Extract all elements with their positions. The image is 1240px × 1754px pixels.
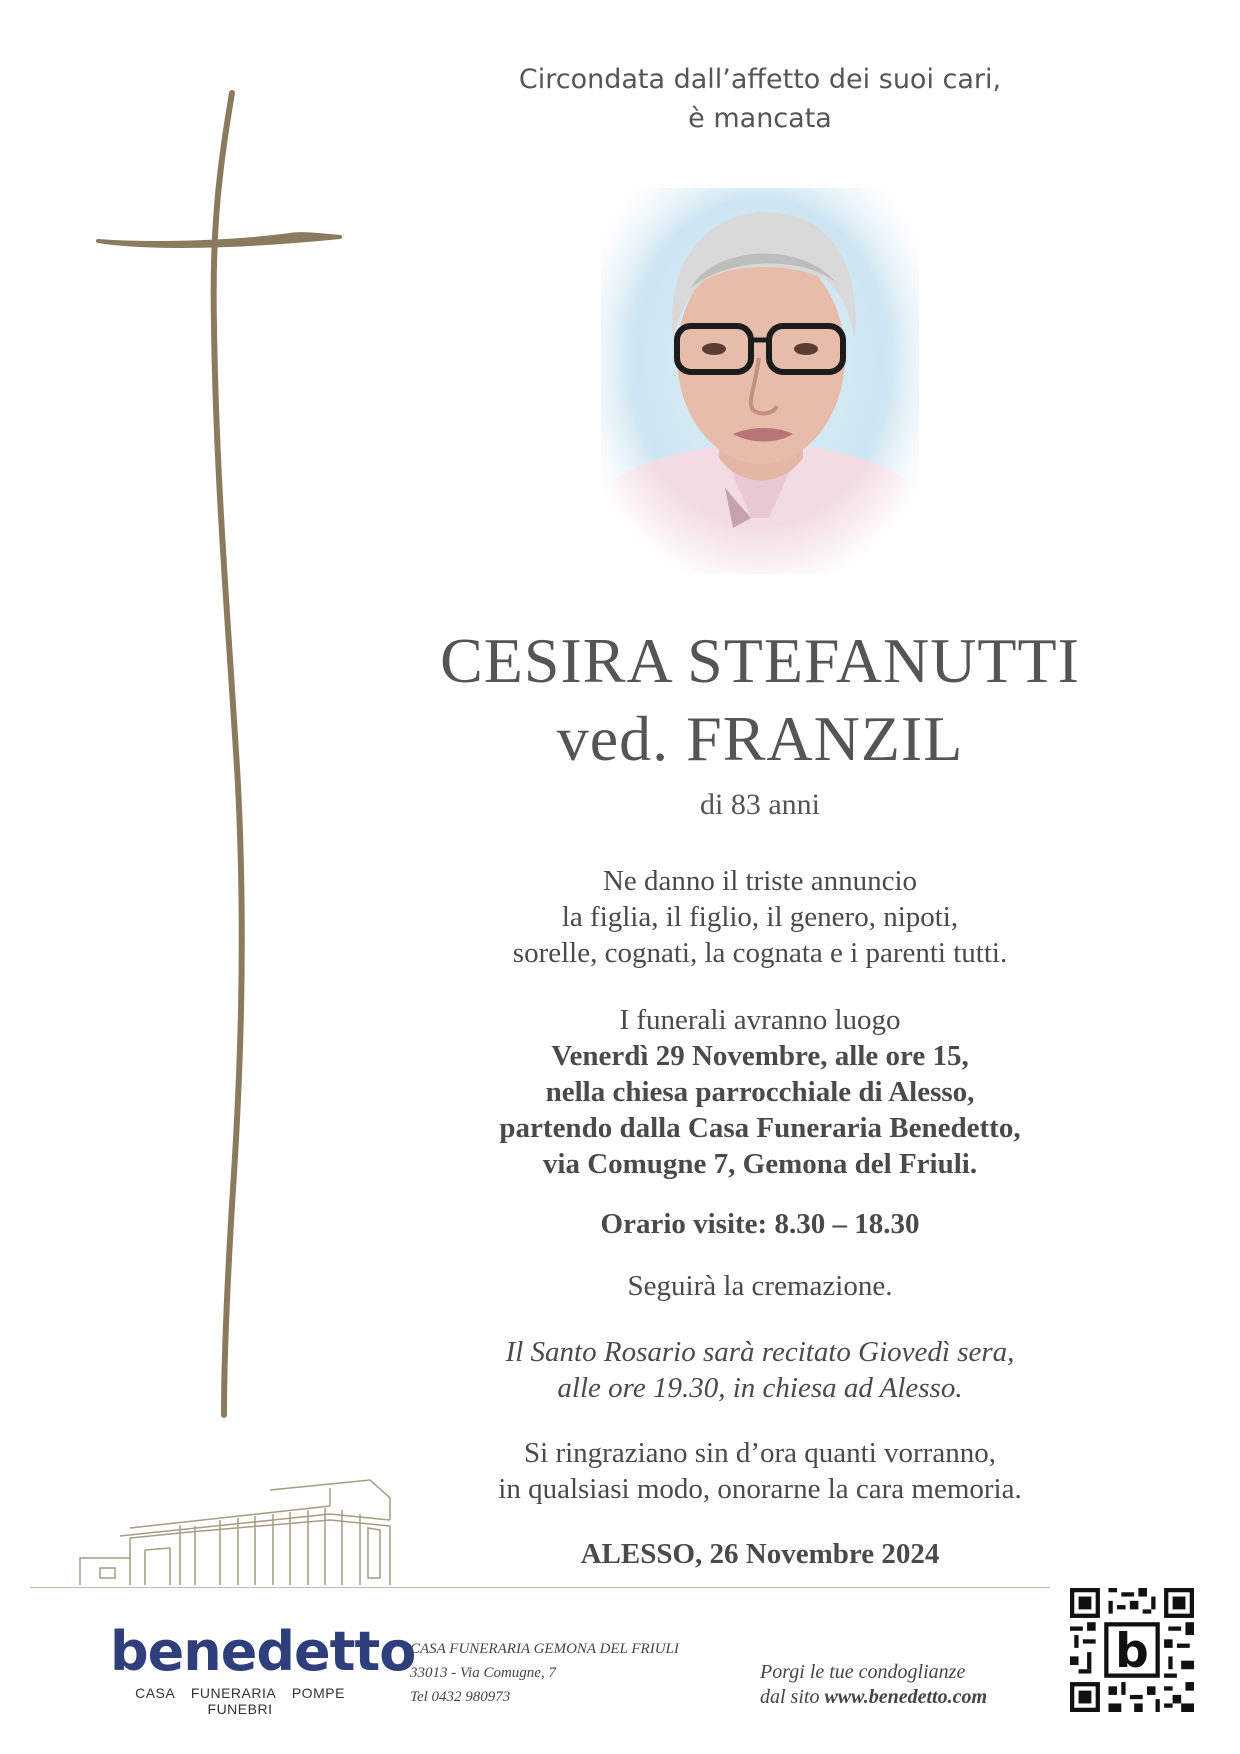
thanks-block — [420, 1435, 1100, 1507]
condolences-block — [760, 1660, 1060, 1710]
address-line-2: 33013 - Via Comugne, 7 — [410, 1665, 556, 1681]
condolences-line-1: Porgi le tue condoglianze — [760, 1661, 966, 1683]
place-date: ALESSO, 26 Novembre 2024 — [580, 1538, 940, 1570]
portrait-illustration — [601, 188, 919, 574]
age-text: di 83 anni — [700, 788, 820, 821]
visit-hours: Orario visite: 8.30 – 18.30 — [600, 1208, 920, 1240]
intro-line-1: Circondata dall’affetto dei suoi cari, — [518, 64, 1002, 95]
rosary-line-1: Il Santo Rosario sarà recitato Giovedì sera, — [505, 1336, 1015, 1368]
funeral-home-building-icon — [70, 1470, 400, 1590]
announcement-line-3: sorelle, cognati, la cognata e i parenti tutti. — [512, 937, 1008, 969]
announcement-line-1: Ne danno il triste annuncio — [602, 865, 918, 897]
condolences-prefix: dal sito — [760, 1686, 825, 1708]
condolences-site-link[interactable]: www.benedetto.com — [824, 1686, 988, 1708]
funeral-block — [420, 1002, 1100, 1182]
address-line-1: CASA FUNERARIA GEMONA DEL FRIULI — [410, 1641, 679, 1657]
brand-sub-1: CASA FUNERARIA — [135, 1685, 276, 1701]
brand-logo: benedetto — [110, 1620, 416, 1683]
name-line-2: ved. FRANZIL — [556, 703, 964, 774]
rosary-line-2: alle ore 19.30, in chiesa ad Alesso. — [557, 1372, 963, 1404]
address-line-3: Tel 0432 980973 — [410, 1689, 511, 1705]
deceased-name — [380, 622, 1140, 778]
qr-code-icon[interactable] — [1070, 1588, 1194, 1712]
announcement-line-2: la figlia, il figlio, il genero, nipoti, — [561, 901, 959, 933]
address-block — [410, 1637, 730, 1709]
svg-text:b: b — [1115, 1624, 1149, 1680]
condolences-line-2 — [760, 1685, 1060, 1710]
brand-sub-2: POMPE FUNEBRI — [207, 1685, 345, 1717]
footer-divider — [30, 1587, 1050, 1588]
rosary-block — [420, 1334, 1100, 1406]
intro-line-2: è mancata — [688, 103, 832, 134]
funeral-line-4: partendo dalla Casa Funeraria Benedetto, — [499, 1112, 1021, 1144]
cremation-text: Seguirà la cremazione. — [627, 1270, 893, 1302]
cross-icon — [90, 85, 350, 1425]
announcement-block — [420, 863, 1100, 971]
name-line-1: CESIRA STEFANUTTI — [440, 625, 1080, 696]
funeral-line-3: nella chiesa parrocchiale di Alesso, — [545, 1076, 975, 1108]
funeral-line-5: via Comugne 7, Gemona del Friuli. — [542, 1148, 978, 1180]
funeral-line-1: I funerali avranno luogo — [619, 1004, 901, 1036]
thanks-line-1: Si ringraziano sin d’ora quanti vorranno, — [524, 1437, 996, 1469]
brand-subtitle — [110, 1685, 370, 1717]
portrait-photo — [601, 188, 919, 574]
thanks-line-2: in qualsiasi modo, onorarne la cara memoria. — [498, 1473, 1022, 1505]
funeral-line-2: Venerdì 29 Novembre, alle ore 15, — [551, 1040, 969, 1072]
intro-text — [430, 60, 1090, 138]
